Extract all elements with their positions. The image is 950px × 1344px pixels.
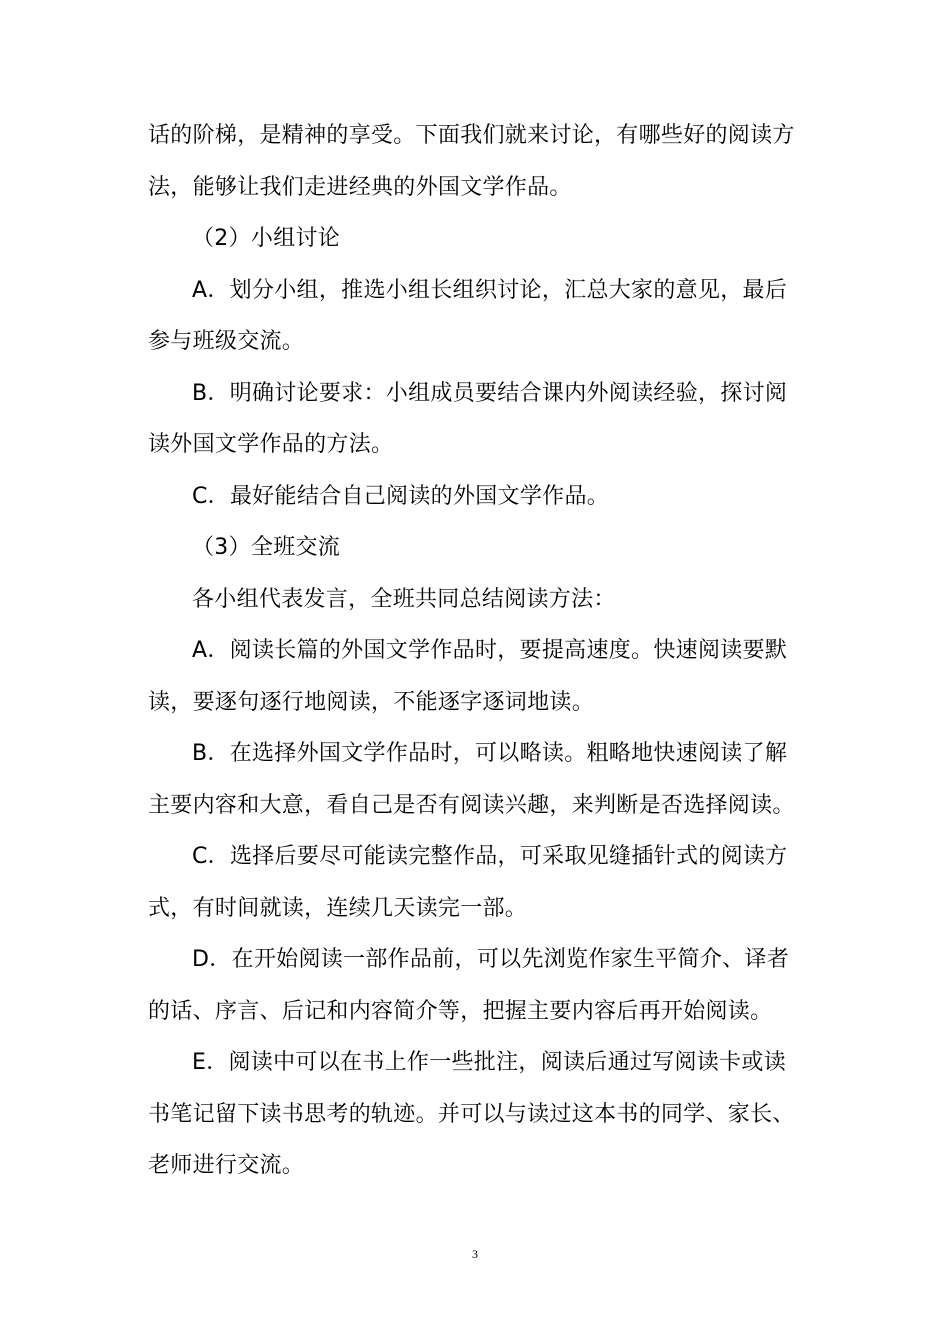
text-line: C．最好能结合自己阅读的外国文学作品。 [192,483,610,509]
text-line: A．划分小组，推选小组长组织讨论，汇总大家的意见，最后 [192,277,788,303]
text-line: E．阅读中可以在书上作一些批注，阅读后通过写阅读卡或读 [192,1050,787,1075]
document-body [148,110,798,1192]
text-line: B．在选择外国文学作品时，可以略读。粗略地快速阅读了解 [192,741,788,766]
text-line: 各小组代表发言，全班共同总结阅读方法： [192,586,616,612]
text-line: 的话、序言、后记和内容简介等，把握主要内容后再开始阅读。 [148,998,773,1024]
text-line: 书笔记留下读书思考的轨迹。并可以与读过这本书的同学、家长、 [148,1101,795,1127]
text-line: 参与班级交流。 [148,329,305,354]
section-heading: （3）全班交流 [192,535,341,560]
text-line: 法，能够让我们走进经典的外国文学作品。 [148,174,572,200]
text-line: 读，要逐句逐行地阅读，不能逐字逐词地读。 [148,689,595,715]
text-line: A．阅读长篇的外国文学作品时，要提高速度。快速阅读要默 [192,638,788,663]
text-line: 老师进行交流。 [148,1153,305,1178]
text-line: 式，有时间就读，连续几天读完一部。 [148,895,528,921]
section-heading: （2）小组讨论 [192,226,341,251]
page-number: 3 [472,1247,478,1261]
text-line: 读外国文学作品的方法。 [148,432,394,457]
text-line: 话的阶梯，是精神的享受。下面我们就来讨论，有哪些好的阅读方 [148,123,795,148]
text-line: 主要内容和大意，看自己是否有阅读兴趣，来判断是否选择阅读。 [148,792,795,818]
text-line: C．选择后要尽可能读完整作品，可采取见缝插针式的阅读方 [192,844,788,869]
text-line: D．在开始阅读一部作品前，可以先浏览作家生平简介、译者 [192,947,790,972]
text-line: B．明确讨论要求：小组成员要结合课内外阅读经验，探讨阅 [192,380,788,406]
